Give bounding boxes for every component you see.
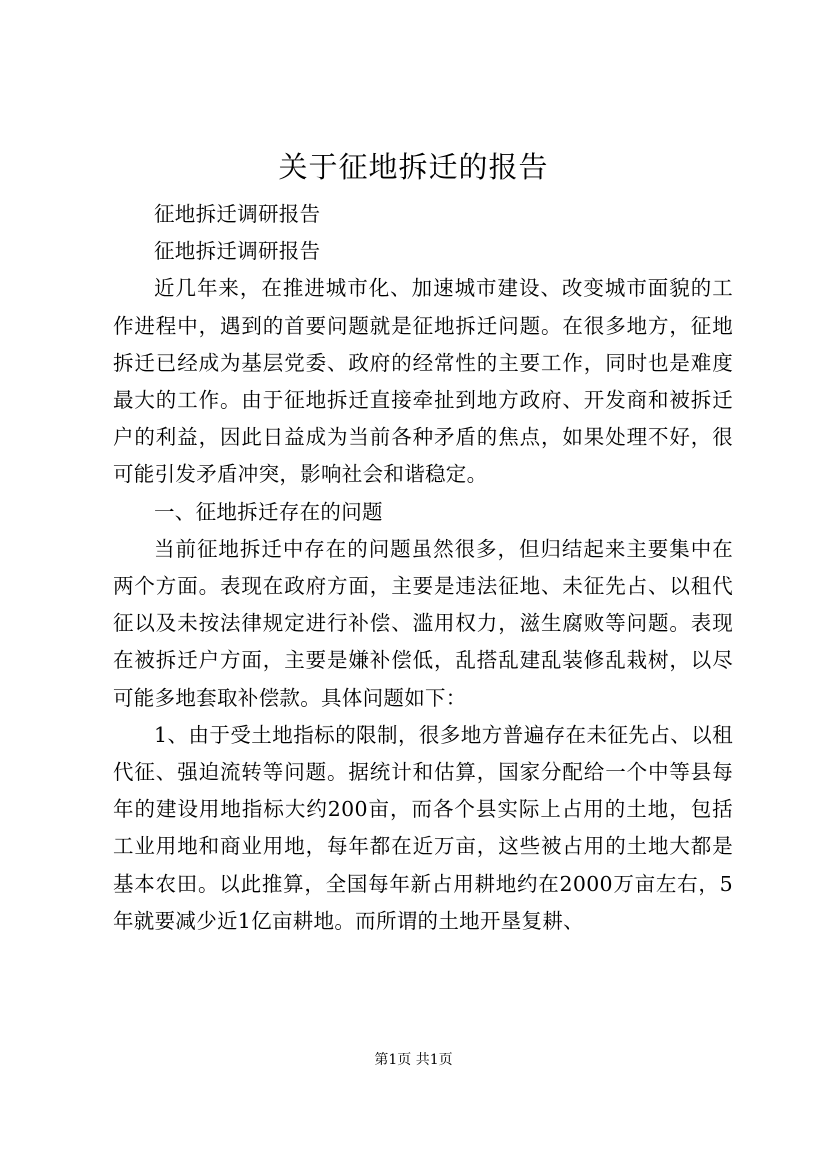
document-title: 关于征地拆迁的报告 [278, 150, 549, 184]
paragraph-problems-overview: 当前征地拆迁中存在的问题虽然很多，但归结起来主要集中在两个方面。表现在政府方面，主要是违法征地、未征先占、以租代征以及未按法律规定进行补偿、滥用权力，滋生腐败等问题。表现在被拆迁户方面，主要是嫌补偿低，乱搭乱建乱装修乱栽树，以尽可能多地套取补偿款。具体问题如下： [113, 536, 733, 710]
paragraph-subtitle-2: 征地拆迁调研报告 [154, 239, 321, 264]
paragraph-intro: 近几年来，在推进城市化、加速城市建设、改变城市面貌的工作进程中，遇到的首要问题就是征地拆迁问题。在很多地方，征地拆迁已经成为基层党委、政府的经常性的主要工作，同时也是难度最大的工作。由于征地拆迁直接牵扯到地方政府、开发商和被拆迁户的利益，因此日益成为当前各种矛盾的焦点，如果处理不好，很可能引发矛盾冲突，影响社会和谐稳定。 [113, 276, 733, 487]
document-body [113, 196, 733, 940]
paragraph-subtitle-1: 征地拆迁调研报告 [154, 202, 321, 226]
page-footer: 第1页 共1页 [374, 1052, 453, 1068]
section-heading-problems: 一、征地拆迁存在的问题 [154, 499, 383, 524]
paragraph-problem-1: 1、由于受土地指标的限制，很多地方普遍存在未征先占、以租代征、强迫流转等问题。据统计和估算，国家分配给一个中等县每年的建设用地指标大约200亩，而各个县实际上占用的土地，包括工业用地和商业用地，每年都在近万亩，这些被占用的土地大都是基本农田。以此推算，全国每年新占用耕地约在2000万亩左右，5年就要减少近1亿亩耕地。而所谓的土地开垦复耕、 [113, 722, 733, 933]
